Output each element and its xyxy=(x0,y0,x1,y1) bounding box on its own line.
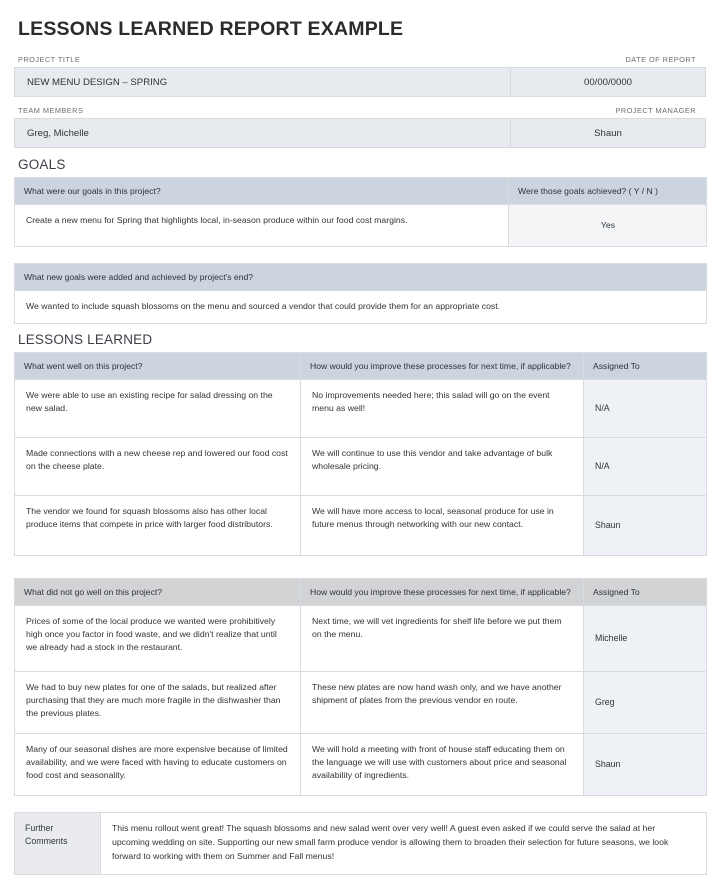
date-of-report-label: DATE OF REPORT xyxy=(625,55,696,64)
went-well-improve-2[interactable]: We will have more access to local, seasonal produce for use in future menus through networking with our new contact. xyxy=(301,495,584,555)
project-title-group xyxy=(14,55,510,97)
comments-spacer xyxy=(14,804,706,812)
went-well-improve-1[interactable]: We will continue to use this vendor and take advantage of bulk wholesale pricing. xyxy=(301,437,584,495)
not-well-improve-0[interactable]: Next time, we will vet ingredients for shelf life before we put them on the menu. xyxy=(301,606,584,672)
date-of-report-group xyxy=(510,55,706,97)
went-well-what-0[interactable]: We were able to use an existing recipe for salad dressing on the new salad. xyxy=(15,379,301,437)
table-row xyxy=(15,606,707,672)
went-well-header-improve: How would you improve these processes for next time, if applicable? xyxy=(301,352,584,379)
new-goals-answer[interactable]: We wanted to include squash blossoms on the menu and sourced a vendor that could provide them for an appropriate cost. xyxy=(15,291,707,323)
went-well-improve-0[interactable]: No improvements needed here; this salad will go on the event menu as well! xyxy=(301,379,584,437)
goals-spacer xyxy=(14,255,706,263)
team-members-label: TEAM MEMBERS xyxy=(18,106,84,115)
goals-answer-row xyxy=(15,205,707,247)
goals-section-heading: GOALS xyxy=(18,157,66,172)
project-manager-field[interactable]: Shaun xyxy=(510,118,706,148)
went-well-assigned-0[interactable]: N/A xyxy=(584,379,707,437)
not-well-assigned-2[interactable]: Shaun xyxy=(584,734,707,796)
project-title-field[interactable]: NEW MENU DESIGN – SPRING xyxy=(14,67,510,97)
project-title-label: PROJECT TITLE xyxy=(18,55,81,64)
team-members-field[interactable]: Greg, Michelle xyxy=(14,118,510,148)
new-goals-header: What new goals were added and achieved by project's end? xyxy=(15,264,707,291)
new-goals-table xyxy=(14,263,707,323)
not-well-header-what: What did not go well on this project? xyxy=(15,578,301,605)
not-well-assigned-1[interactable]: Greg xyxy=(584,672,707,734)
goals-question-answer[interactable]: Create a new menu for Spring that highlights local, in-season produce within our food cost margins. xyxy=(15,205,509,247)
table-row xyxy=(15,495,707,555)
new-goals-header-row xyxy=(15,264,707,291)
not-well-assigned-0[interactable]: Michelle xyxy=(584,606,707,672)
went-well-header-row xyxy=(15,352,707,379)
not-well-header-improve: How would you improve these processes for next time, if applicable? xyxy=(301,578,584,605)
team-members-group xyxy=(14,106,510,148)
lessons-spacer xyxy=(14,564,706,578)
team-members-row xyxy=(14,106,706,148)
went-well-assigned-1[interactable]: N/A xyxy=(584,437,707,495)
project-manager-label: PROJECT MANAGER xyxy=(615,106,696,115)
table-row xyxy=(15,734,707,796)
new-goals-answer-row xyxy=(15,291,707,323)
went-well-header-what: What went well on this project? xyxy=(15,352,301,379)
not-well-improve-1[interactable]: These new plates are now hand wash only, and we have another shipment of plates from the previous vendor en route. xyxy=(301,672,584,734)
date-of-report-field[interactable]: 00/00/0000 xyxy=(510,67,706,97)
project-title-row xyxy=(14,55,706,97)
not-well-header-assigned: Assigned To xyxy=(584,578,707,605)
went-well-what-1[interactable]: Made connections with a new cheese rep and lowered our food cost on the cheese plate. xyxy=(15,437,301,495)
table-row xyxy=(15,437,707,495)
page-title: LESSONS LEARNED REPORT EXAMPLE xyxy=(18,18,404,40)
went-well-table xyxy=(14,352,707,556)
not-well-improve-2[interactable]: We will hold a meeting with front of house staff educating them on the language we will use with customers about price and seasonal availability of ingredients. xyxy=(301,734,584,796)
not-well-what-0[interactable]: Prices of some of the local produce we wanted were prohibitively high once you factor in food waste, and we didn't realize that until we already had a stock in the restaurant. xyxy=(15,606,301,672)
further-comments-table xyxy=(14,812,707,875)
goals-header-row xyxy=(15,178,707,205)
further-comments-row xyxy=(15,813,707,875)
table-row xyxy=(15,379,707,437)
went-well-header-assigned: Assigned To xyxy=(584,352,707,379)
lessons-learned-section-heading: LESSONS LEARNED xyxy=(18,331,153,347)
went-well-what-2[interactable]: The vendor we found for squash blossoms also has other local produce items that compete in price with larger food distributors. xyxy=(15,495,301,555)
table-row xyxy=(15,672,707,734)
goals-question-header: What were our goals in this project? xyxy=(15,178,509,205)
not-well-what-1[interactable]: We had to buy new plates for one of the salads, but realized after purchasing that they are much more fragile in the dishwasher than the previous plates. xyxy=(15,672,301,734)
not-well-table xyxy=(14,578,707,796)
further-comments-label: Further Comments xyxy=(15,813,101,875)
goals-achieved-answer[interactable]: Yes xyxy=(509,205,707,247)
further-comments-value[interactable]: This menu rollout went great! The squash blossoms and new salad went over very well! A guest even asked if we could serve the salad at her upcoming wedding on site. Supporting our new small farm produce vendor is allowing them to broaden their selection for future seasons, we look forward to working with them on Summer and Fall menus! xyxy=(101,813,707,875)
goals-achieved-header: Were those goals achieved? ( Y / N ) xyxy=(509,178,707,205)
project-manager-group xyxy=(510,106,706,148)
not-well-header-row xyxy=(15,578,707,605)
went-well-assigned-2[interactable]: Shaun xyxy=(584,495,707,555)
not-well-what-2[interactable]: Many of our seasonal dishes are more expensive because of limited availability, and we were faced with having to educate customers on food cost and seasonality. xyxy=(15,734,301,796)
goals-table xyxy=(14,177,707,247)
